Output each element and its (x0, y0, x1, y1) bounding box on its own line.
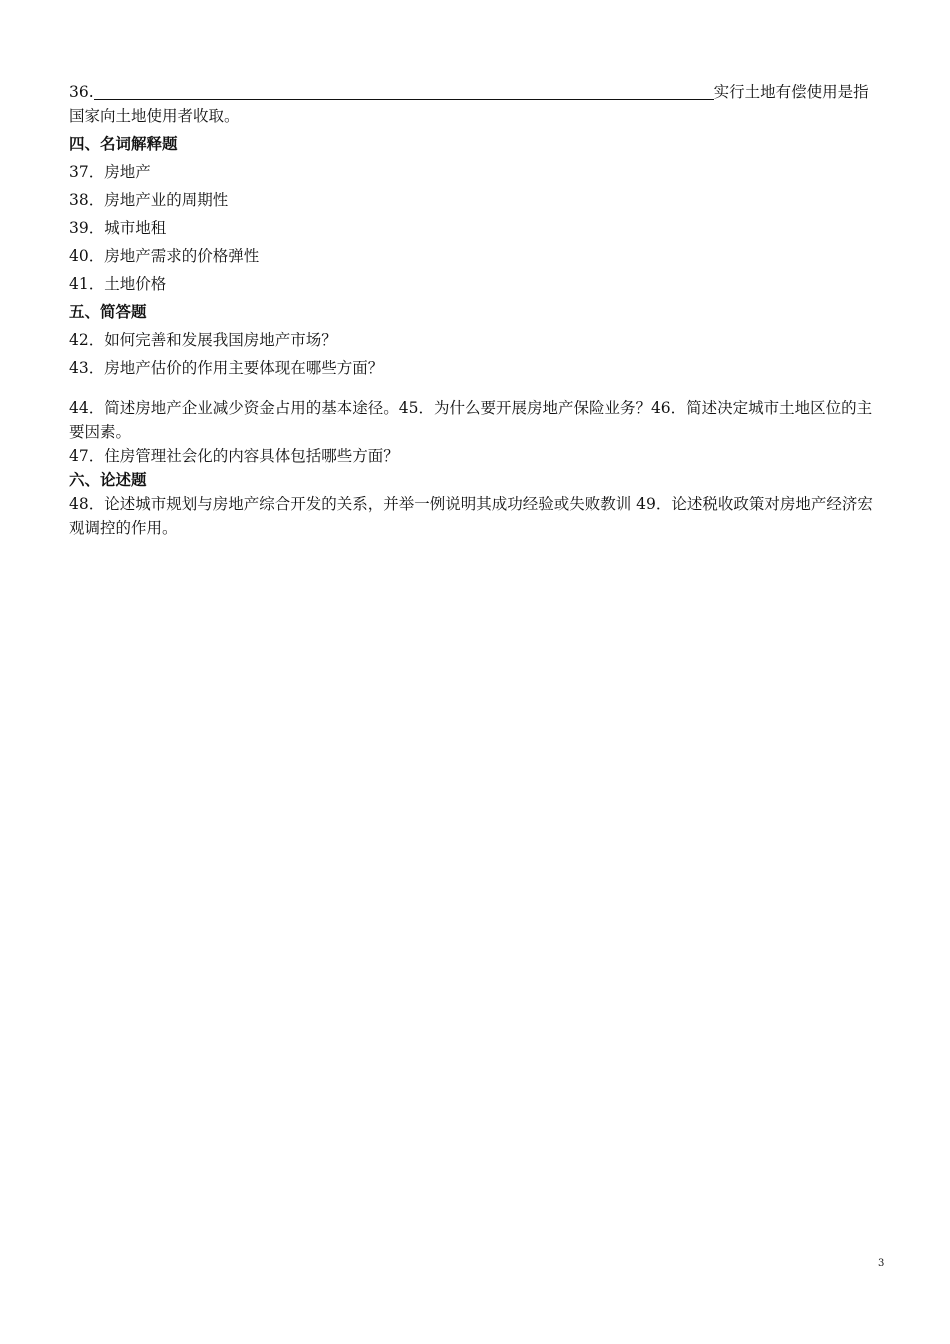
question-36-text: 实行土地有偿使用是指 (713, 83, 869, 101)
question-36-number: 36. (69, 83, 94, 101)
section-heading-short-answer: 五、简答题 (69, 303, 147, 321)
section-heading-essay: 六、论述题 (69, 471, 147, 489)
questions-48-49: 48．论述城市规划与房地产综合开发的关系，并举一例说明其成功经验或失败教训 49．论述税收政策对房地产经济宏观调控的作用。 (69, 495, 873, 537)
question-47: 47．住房管理社会化的内容具体包括哪些方面？ (69, 447, 399, 465)
question-43: 43．房地产估价的作用主要体现在哪些方面？ (69, 359, 384, 377)
question-42: 42．如何完善和发展我国房地产市场？ (69, 331, 337, 349)
question-39: 39．城市地租 (69, 219, 167, 237)
section-heading-terms: 四、名词解释题 (69, 135, 178, 153)
question-41: 41．土地价格 (69, 275, 167, 293)
question-40: 40．房地产需求的价格弹性 (69, 247, 260, 265)
question-36-continuation: 国家向土地使用者收取。 (69, 107, 240, 125)
question-36 (69, 80, 881, 104)
page-number: 3 (878, 1258, 885, 1269)
question-38: 38．房地产业的周期性 (69, 191, 229, 209)
questions-44-46: 44．简述房地产企业减少资金占用的基本途径。45．为什么要开展房地产保险业务？46．简述决定城市土地区位的主要因素。 (69, 399, 873, 441)
document-body (69, 80, 881, 540)
question-37: 37．房地产 (69, 163, 151, 181)
fill-in-blank-line (94, 81, 714, 100)
